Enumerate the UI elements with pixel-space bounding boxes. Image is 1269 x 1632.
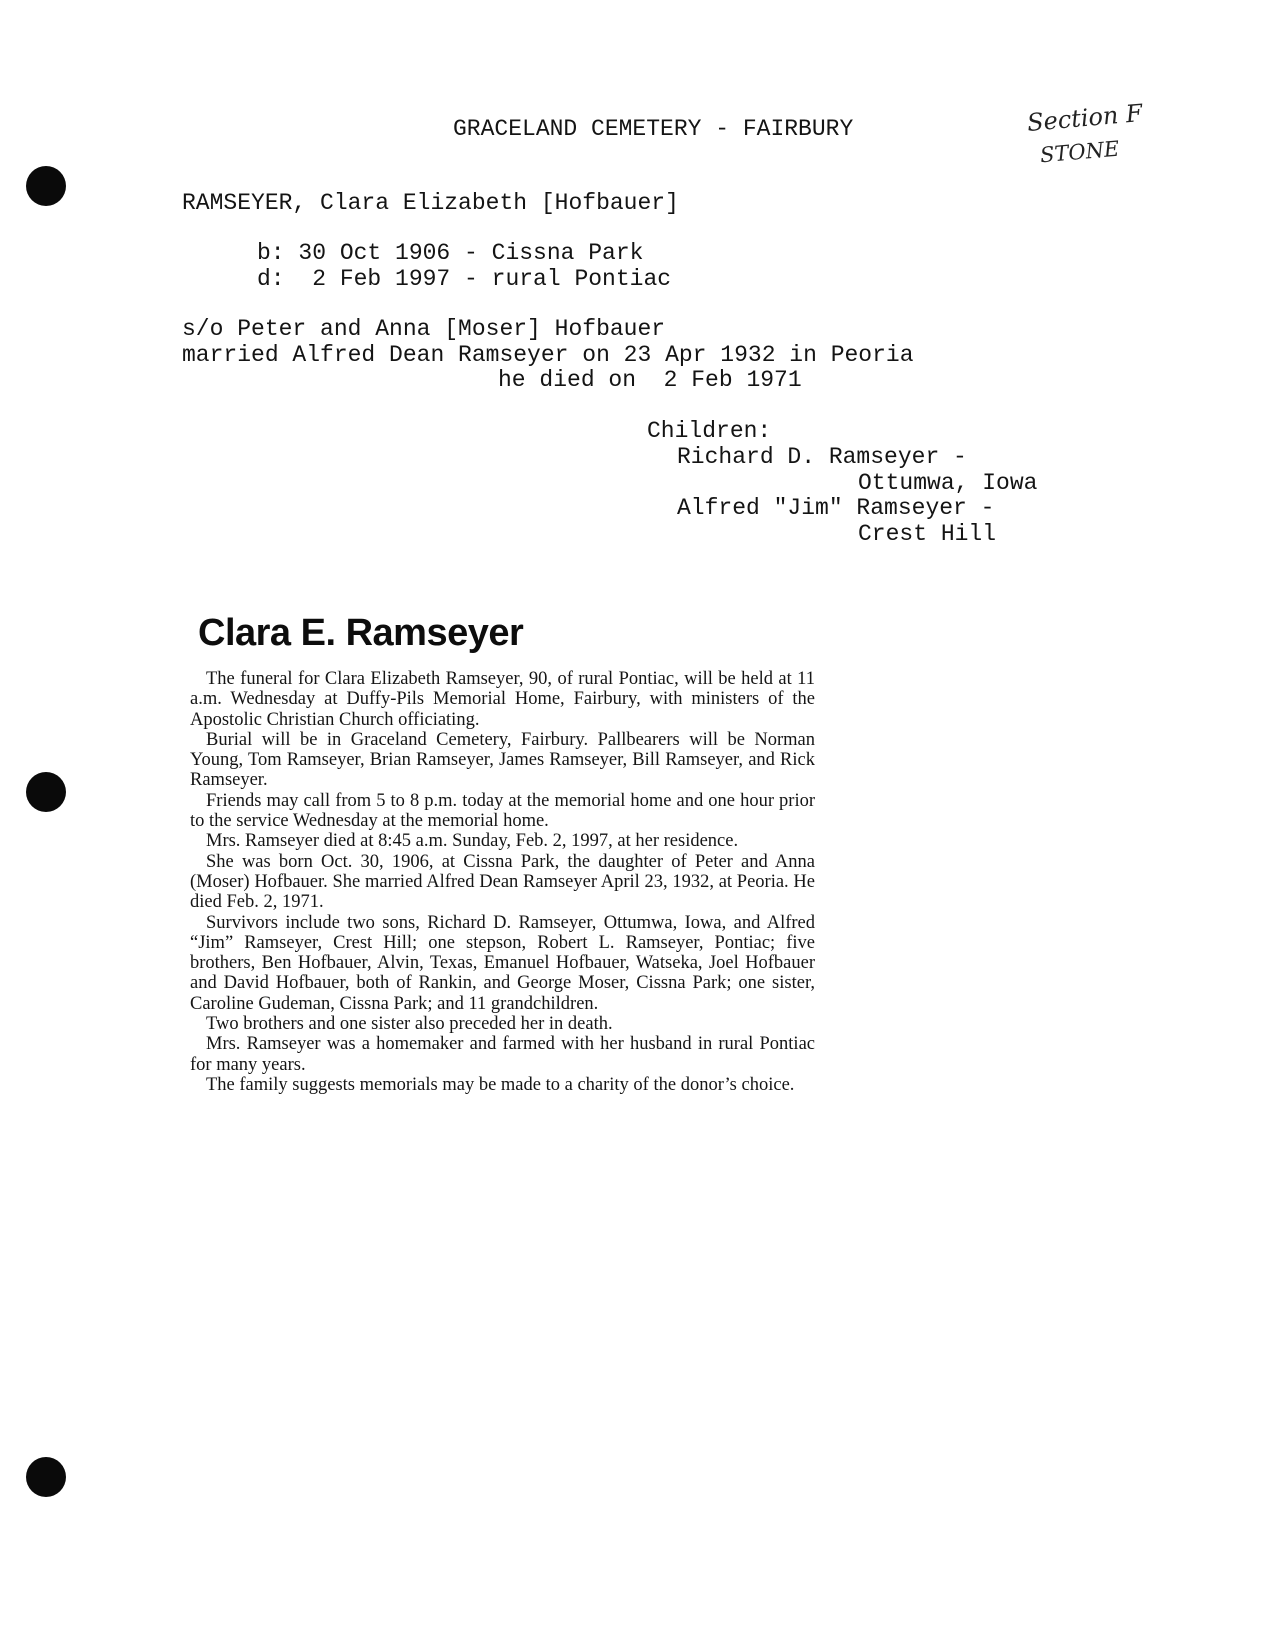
obituary-paragraph: Burial will be in Graceland Cemetery, Fairbury. Pallbearers will be Norman Young, Tom Ramseyer, Brian Ramseyer, James Ramseyer, Bill Ramseyer, and Rick Ramseyer. [190,729,815,791]
punch-hole [26,1457,66,1497]
record-name: RAMSEYER, Clara Elizabeth [Hofbauer] [182,190,679,216]
obituary-paragraph: Survivors include two sons, Richard D. Ramseyer, Ottumwa, Iowa, and Alfred “Jim” Ramseyer, Crest Hill; one stepson, Robert L. Ramseyer, Pontiac; five brothers, Ben Hofbauer, Alvin, Texas, Emanuel Hofbauer, Watseka, Joel Hofbauer and David Hofbauer, both of Rankin, and George Moser, Cissna Park; one sister, Caroline Gudeman, Cissna Park; and 11 grandchildren. [190,912,815,1014]
punch-hole [26,772,66,812]
death-line: d: 2 Feb 1997 - rural Pontiac [257,266,672,292]
obituary-headline: Clara E. Ramseyer [198,612,524,654]
punch-hole [26,166,66,206]
obituary-paragraph: The funeral for Clara Elizabeth Ramseyer, 90, of rural Pontiac, will be held at 11 a.m. Wednesday at Duffy-Pils Memorial Home, Fairbury, with ministers of the Apostolic Christian Church officiating. [190,669,815,730]
obituary-paragraph: Two brothers and one sister also preceded her in death. [206,1014,613,1035]
child-entry: Richard D. Ramseyer - [677,444,967,470]
obituary-paragraph: She was born Oct. 30, 1906, at Cissna Park, the daughter of Peter and Anna (Moser) Hofbauer. She married Alfred Dean Ramseyer April 23, 1932, at Peoria. He died Feb. 2, 1971. [190,851,815,913]
children-label: Children: [647,418,772,444]
child-entry: Alfred "Jim" Ramseyer - [677,495,995,521]
handwritten-stone-note: STONE [1039,136,1121,168]
obituary-paragraph: Friends may call from 5 to 8 p.m. today at the memorial home and one hour prior to the service Wednesday at the memorial home. [190,790,815,832]
child-residence: Crest Hill [858,521,997,547]
spouse-death-line: he died on 2 Feb 1971 [498,367,802,393]
obituary-clipping [190,612,815,1095]
handwritten-section-note: Section F [1025,99,1144,137]
obituary-paragraph: Mrs. Ramseyer was a homemaker and farmed with her husband in rural Pontiac for many years. [190,1034,815,1075]
child-residence: Ottumwa, Iowa [858,470,1038,496]
obituary-paragraph: The family suggests memorials may be made to a charity of the donor’s choice. [206,1074,795,1095]
parents-line: s/o Peter and Anna [Moser] Hofbauer [182,316,666,342]
marriage-line: married Alfred Dean Ramseyer on 23 Apr 1932 in Peoria [182,342,914,368]
birth-line: b: 30 Oct 1906 - Cissna Park [257,240,644,266]
page-title: GRACELAND CEMETERY - FAIRBURY [453,116,854,142]
obituary-paragraph: Mrs. Ramseyer died at 8:45 a.m. Sunday, Feb. 2, 1997, at her residence. [206,831,739,852]
